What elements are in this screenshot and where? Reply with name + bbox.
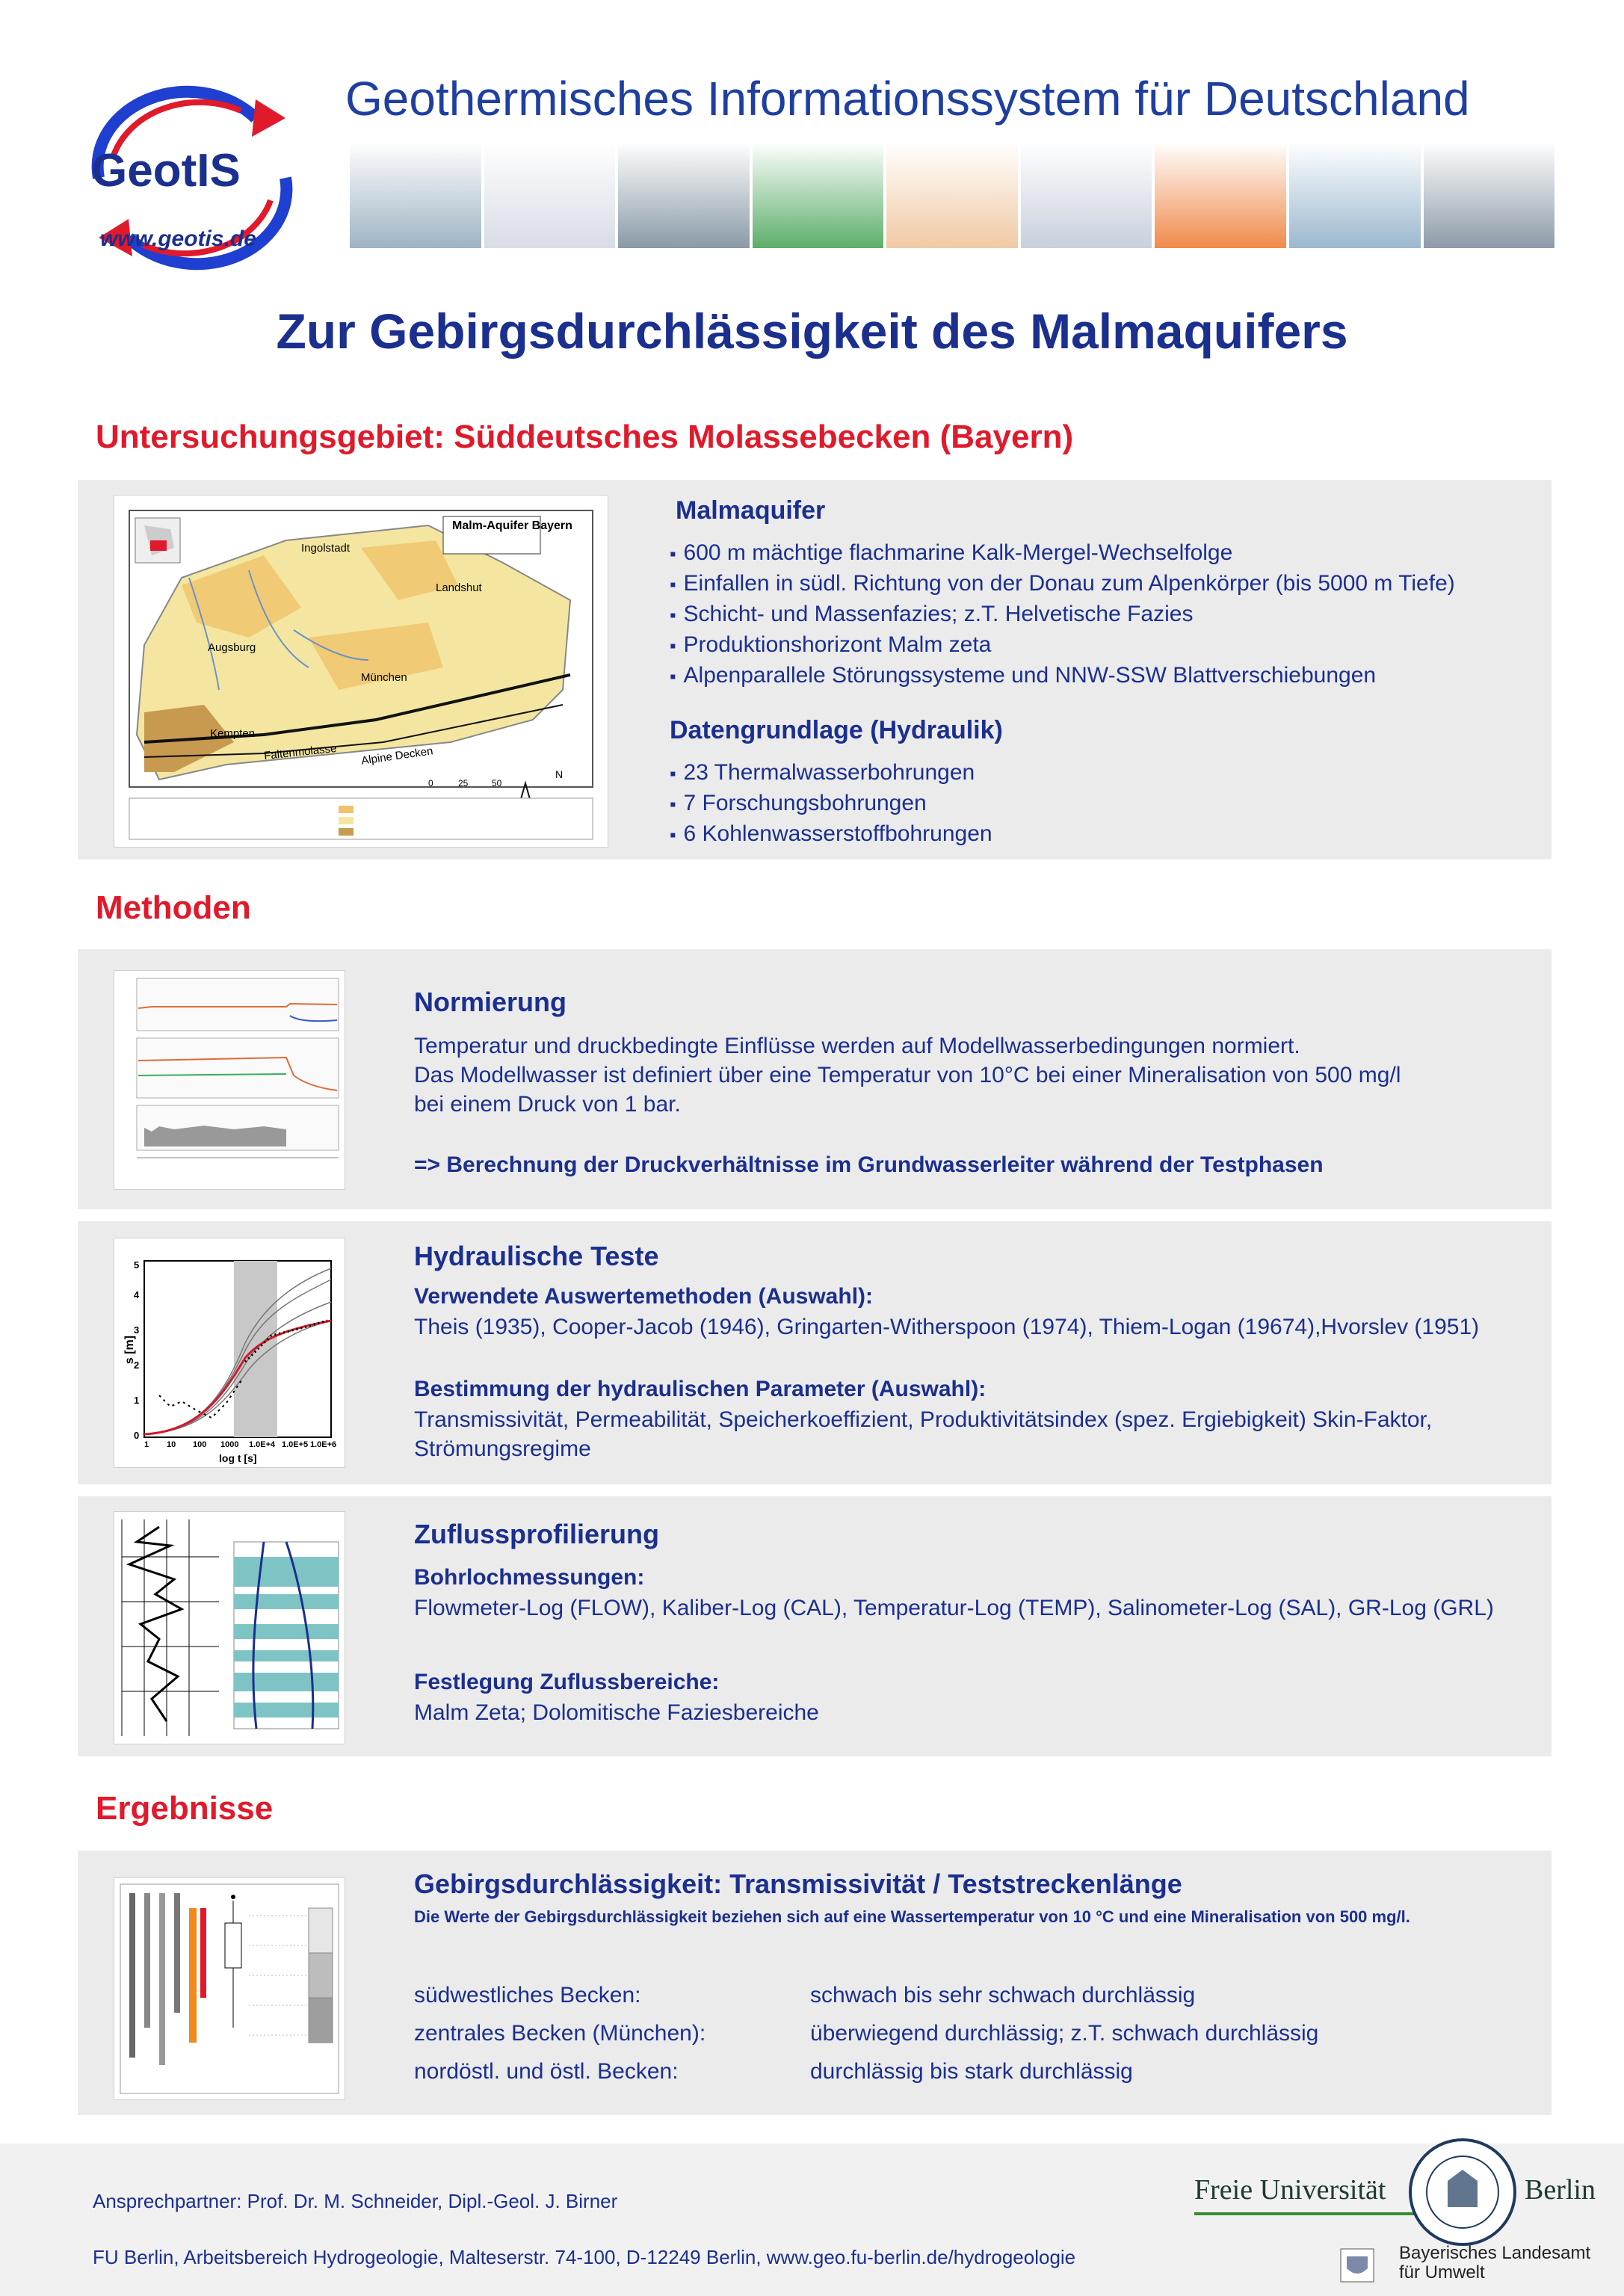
map-city: Landshut bbox=[436, 581, 482, 594]
map-label: Alpine Decken bbox=[360, 744, 434, 768]
banner-tile bbox=[1289, 142, 1421, 248]
banner-tile bbox=[1155, 142, 1286, 248]
results-row bbox=[414, 2052, 1318, 2090]
hydraulic-tests-panel bbox=[78, 1221, 1552, 1484]
footer bbox=[0, 2144, 1624, 2296]
list-item: ▪ 23 Thermalwasserbohrungen bbox=[670, 758, 992, 789]
chart-ytick: 0 bbox=[134, 1430, 140, 1441]
banner-tile bbox=[618, 142, 750, 248]
map-title: Malm-Aquifer Bayern bbox=[452, 519, 572, 532]
hydraulic-tests-heading: Hydraulische Teste bbox=[414, 1241, 659, 1271]
inflow-figure bbox=[114, 1511, 345, 1744]
lfu-name bbox=[1399, 2244, 1590, 2283]
chart-ytick: 3 bbox=[134, 1324, 140, 1336]
chart-ytick: 2 bbox=[134, 1360, 140, 1371]
banner-tile bbox=[350, 142, 481, 248]
banner-tile bbox=[1021, 142, 1152, 248]
list-item: ▪ Einfallen in südl. Richtung von der Donau zum Alpenkörper (bis 5000 m Tiefe) bbox=[670, 569, 1455, 599]
data-list bbox=[670, 758, 992, 850]
list-item: ▪ Schicht- und Massenfazies; z.T. Helvetische Fazies bbox=[670, 599, 1455, 630]
hydraulic-text1: Theis (1935), Cooper-Jacob (1946), Gringarten-Witherspoon (1974), Thiem-Logan (19674),Hvorslev (1951) bbox=[414, 1315, 1480, 1339]
banner-tile bbox=[753, 142, 884, 248]
inflow-text2: Malm Zeta; Dolomitische Faziesbereiche bbox=[414, 1700, 819, 1725]
type-curve-graphic bbox=[114, 1238, 345, 1467]
chart-xtick: 1.0E+5 bbox=[282, 1440, 309, 1449]
normierung-conclusion: => Berechnung der Druckverhältnisse im Grundwasserleiter während der Testphasen bbox=[414, 1152, 1324, 1177]
normierung-figure bbox=[114, 970, 345, 1190]
study-area-map bbox=[114, 495, 608, 848]
banner-tile bbox=[1424, 142, 1555, 248]
text-line: Das Modellwasser ist definiert über eine Temperatur von 10°C bei einer Mineralisation von 500 mg/l bbox=[414, 1063, 1401, 1087]
list-item: ▪ Alpenparallele Störungssysteme und NNW-SSW Blattverschiebungen bbox=[670, 661, 1455, 691]
results-value: überwiegend durchlässig; z.T. schwach durchlässig bbox=[810, 2021, 1319, 2046]
results-table bbox=[414, 1976, 1318, 2090]
map-label: Faltenmolasse bbox=[263, 741, 338, 763]
aquifer-list bbox=[670, 538, 1455, 691]
lfu-line: Bayerisches Landesamt bbox=[1399, 2243, 1591, 2263]
logo-url[interactable]: www.geotis.de bbox=[100, 226, 256, 251]
banner-tile bbox=[886, 142, 1018, 248]
results-figure bbox=[114, 1877, 345, 2100]
bavaria-crest-icon bbox=[1336, 2246, 1378, 2285]
results-row bbox=[414, 2014, 1318, 2052]
main-title: Zur Gebirgsdurchlässigkeit des Malmaquifers bbox=[276, 303, 1348, 359]
chart-ytick: 1 bbox=[134, 1395, 140, 1406]
results-heading: Gebirgsdurchlässigkeit: Transmissivität / Teststreckenlänge bbox=[414, 1868, 1182, 1899]
hydraulic-chart bbox=[114, 1238, 345, 1468]
chart-xtick: 1.0E+4 bbox=[249, 1440, 276, 1449]
banner-tile bbox=[484, 142, 616, 248]
chart-xtick: 10 bbox=[167, 1440, 176, 1449]
chart-ytick: 4 bbox=[134, 1289, 140, 1300]
inflow-heading: Zuflussprofilierung bbox=[414, 1519, 659, 1549]
chart-xtick: 1000 bbox=[220, 1440, 239, 1449]
normierung-heading: Normierung bbox=[414, 987, 567, 1017]
text-line: bei einem Druck von 1 bar. bbox=[414, 1092, 681, 1117]
normierung-text bbox=[414, 1031, 1401, 1119]
inflow-sub1: Bohrlochmessungen: bbox=[414, 1565, 645, 1590]
list-item: ▪ 6 Kohlenwasserstoffbohrungen bbox=[670, 819, 992, 850]
hydraulic-text2: Transmissivität, Permeabilität, Speicherkoeffizient, Produktivitätsindex (spez. Ergiebigkeit) Skin-Faktor, Strömungsregime bbox=[414, 1407, 1433, 1461]
map-scale: 0 bbox=[428, 778, 433, 789]
chart-ytick: 5 bbox=[134, 1259, 140, 1271]
fu-berlin-right: Berlin bbox=[1525, 2174, 1596, 2206]
chart-ylabel: s [m] bbox=[123, 1335, 137, 1365]
footer-address: FU Berlin, Arbeitsbereich Hydrogeologie, Malteserstr. 74-100, D-12249 Berlin, www.geo.fu-berlin.de/hydrogeologie bbox=[93, 2246, 1076, 2268]
well-log-graphic bbox=[114, 1512, 345, 1744]
list-item: ▪ Produktionshorizont Malm zeta bbox=[670, 630, 1455, 661]
fu-berlin-left: Freie Universität bbox=[1194, 2174, 1386, 2206]
results-region: nordöstl. und östl. Becken: bbox=[414, 2059, 679, 2084]
footer-contact: Ansprechpartner: Prof. Dr. M. Schneider, Dipl.-Geol. J. Birner bbox=[93, 2190, 618, 2212]
site-title: Geothermisches Informationssystem für Deutschland bbox=[345, 72, 1470, 126]
logo-text: GeotIS bbox=[91, 145, 241, 197]
results-value: schwach bis sehr schwach durchlässig bbox=[810, 1983, 1196, 2008]
results-value: durchlässig bis stark durchlässig bbox=[810, 2059, 1133, 2084]
inflow-text1: Flowmeter-Log (FLOW), Kaliber-Log (CAL), Temperatur-Log (TEMP), Salinometer-Log (SAL), GR-Log (GRL) bbox=[414, 1596, 1494, 1620]
normierung-panel bbox=[78, 949, 1552, 1209]
normierung-graphic bbox=[114, 971, 345, 1189]
aquifer-heading: Malmaquifer bbox=[676, 496, 826, 525]
study-area-panel bbox=[78, 480, 1552, 860]
fu-seal-graphic bbox=[1407, 2136, 1519, 2248]
chart-xtick: 1.0E+6 bbox=[310, 1440, 337, 1449]
inflow-sub2: Festlegung Zuflussbereiche: bbox=[414, 1670, 720, 1694]
map-city: München bbox=[361, 671, 407, 684]
map-scale: 25 bbox=[458, 778, 469, 789]
bavaria-crest-graphic bbox=[1336, 2246, 1378, 2285]
chart-xtick: 1 bbox=[144, 1440, 149, 1449]
inflow-panel bbox=[78, 1496, 1552, 1756]
fu-seal-icon bbox=[1407, 2136, 1519, 2248]
section-title-study-area: Untersuchungsgebiet: Süddeutsches Molassebecken (Bayern) bbox=[96, 419, 1074, 455]
hydraulic-sub1: Verwendete Auswertemethoden (Auswahl): bbox=[414, 1284, 874, 1309]
section-title-results: Ergebnisse bbox=[96, 1790, 274, 1827]
chart-xtick: 100 bbox=[193, 1440, 207, 1449]
results-region: zentrales Becken (München): bbox=[414, 2021, 706, 2046]
results-row bbox=[414, 1976, 1318, 2014]
data-heading: Datengrundlage (Hydraulik) bbox=[670, 716, 1003, 744]
lfu-line: für Umwelt bbox=[1399, 2262, 1485, 2283]
permeability-profile-graphic bbox=[114, 1878, 345, 2099]
map-city: Kempten bbox=[210, 727, 256, 740]
results-region: südwestliches Becken: bbox=[414, 1983, 641, 2008]
header-banner bbox=[350, 142, 1554, 248]
geotis-logo bbox=[69, 66, 308, 290]
map-north: N bbox=[555, 768, 564, 780]
results-note: Die Werte der Gebirgsdurchlässigkeit beziehen sich auf eine Wassertemperatur von 10 °C und eine Mineralisation von 500 mg/l. bbox=[414, 1907, 1410, 1926]
map-city: Ingolstadt bbox=[301, 542, 351, 555]
section-title-methods: Methoden bbox=[96, 889, 251, 926]
list-item: ▪ 600 m mächtige flachmarine Kalk-Mergel-Wechselfolge bbox=[670, 538, 1455, 569]
map-city: Augsburg bbox=[208, 641, 256, 654]
text-line: Temperatur und druckbedingte Einflüsse werden auf Modellwasserbedingungen normiert. bbox=[414, 1034, 1300, 1058]
chart-xlabel: log t [s] bbox=[219, 1452, 257, 1464]
hydraulic-sub2: Bestimmung der hydraulischen Parameter (Auswahl): bbox=[414, 1377, 987, 1401]
results-panel bbox=[78, 1851, 1552, 2115]
map-scale: 50 bbox=[492, 778, 502, 789]
list-item: ▪ 7 Forschungsbohrungen bbox=[670, 789, 992, 819]
